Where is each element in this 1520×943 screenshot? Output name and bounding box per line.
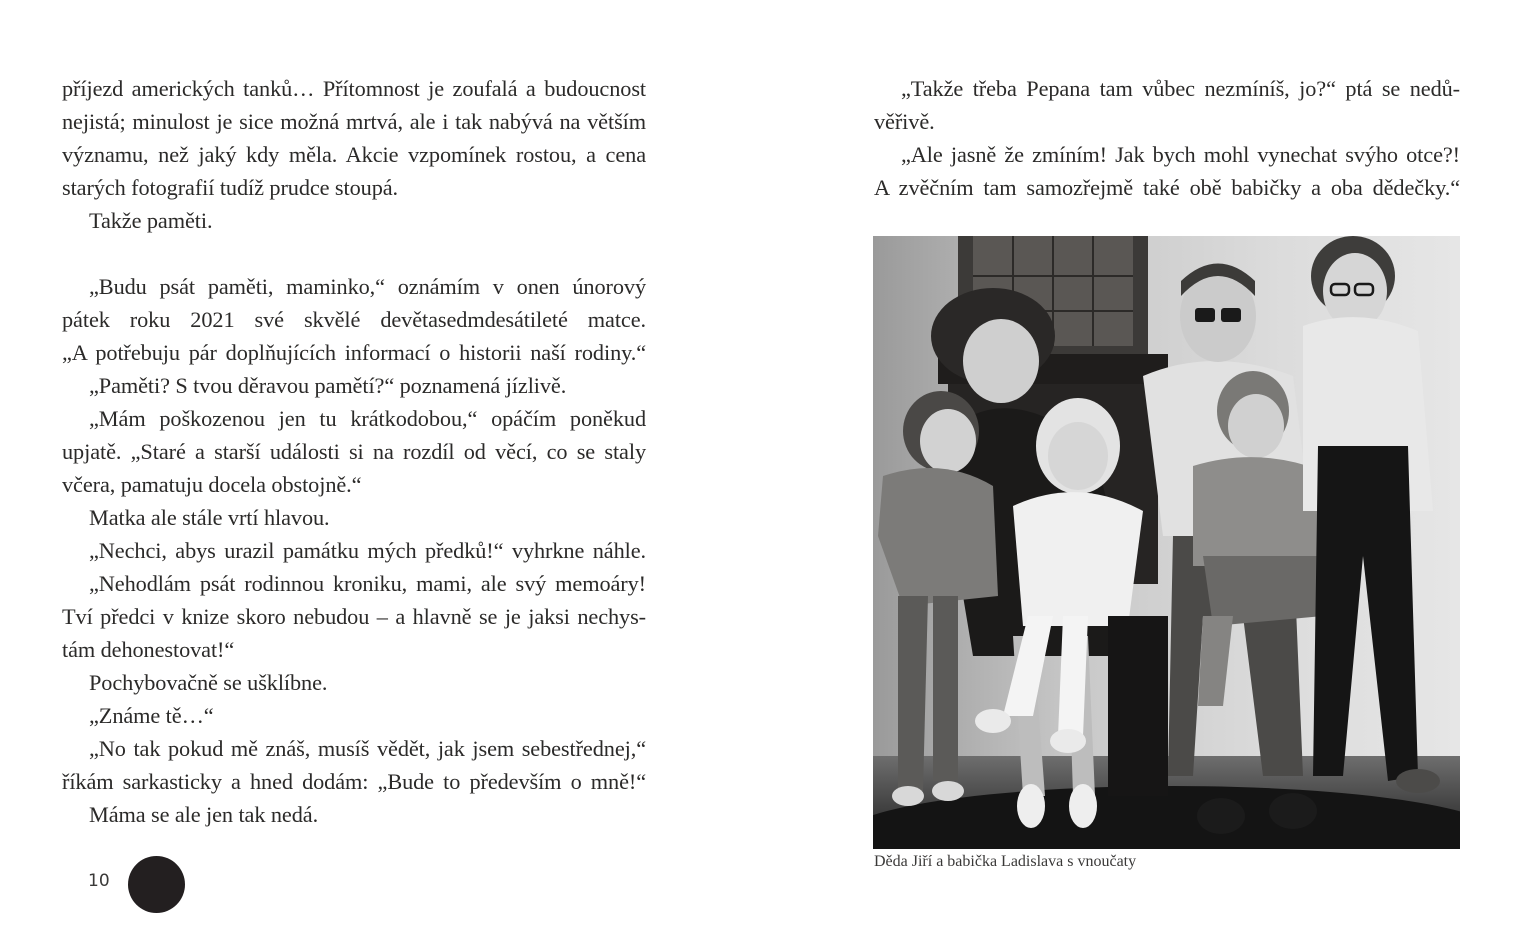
text-line: „Nehodlám psát rodinnou kroniku, mami, ale svý memoáry!: [89, 571, 646, 596]
text-line: Matka ale stále vrtí hlavou.: [89, 505, 330, 530]
text-line: Tví předci v knize skoro nebudou – a hlavně se je jaksi nechys-: [62, 604, 646, 629]
text-line: A zvěčním tam samozřejmě také obě babičky a oba dědečky.“: [874, 175, 1460, 200]
left-page-body-text: [62, 72, 646, 831]
text-line: „Mám poškozenou jen tu krátkodobou,“ opáčím poněkud: [89, 406, 646, 431]
text-line: tám dehonestovat!“: [62, 637, 235, 662]
text-line: „Paměti? S tvou děravou pamětí?“ poznamená jízlivě.: [89, 373, 567, 398]
text-line: věřivě.: [874, 109, 935, 134]
text-line: příjezd amerických tanků… Přítomnost je zoufalá a budoucnost: [62, 76, 646, 101]
text-line: „Takže třeba Pepana tam vůbec nezmíníš, jo?“ ptá se nedů-: [901, 76, 1460, 101]
text-line: říkám sarkasticky a hned dodám: „Bude to především o mně!“: [62, 769, 646, 794]
right-page-body-text: [874, 72, 1460, 204]
text-line: upjatě. „Staré a starší události si na rozdíl od věcí, co se staly: [62, 439, 646, 464]
photo-caption: Děda Jiří a babička Ladislava s vnoučaty: [874, 853, 1137, 870]
text-line: významu, než jaký kdy měla. Akcie vzpomínek rostou, a cena: [62, 142, 646, 167]
text-line: Pochybovačně se ušklíbne.: [89, 670, 328, 695]
text-line: pátek roku 2021 své skvělé devětasedmdesátileté matce.: [62, 307, 646, 332]
right-page: [760, 0, 1520, 943]
family-photo: [873, 236, 1460, 849]
text-line: „No tak pokud mě znáš, musíš vědět, jak jsem sebestřednej,“: [89, 736, 646, 761]
text-line: „A potřebuju pár doplňujících informací o historii naší rodiny.“: [62, 340, 646, 365]
text-line: „Ale jasně že zmíním! Jak bych mohl vynechat svýho otce?!: [901, 142, 1460, 167]
text-line: Máma se ale jen tak nedá.: [89, 802, 319, 827]
section-break: [62, 237, 646, 270]
text-line: „Budu psát paměti, maminko,“ oznámím v onen únorový: [89, 274, 646, 299]
text-line: starých fotografií tudíž prudce stoupá.: [62, 175, 399, 200]
text-line: Takže paměti.: [89, 208, 213, 233]
page-number: 10: [88, 871, 110, 891]
text-line: nejistá; minulost je sice možná mrtvá, ale i tak nabývá na větším: [62, 109, 646, 134]
text-line: „Známe tě…“: [89, 703, 214, 728]
text-line: včera, pamatuju docela obstojně.“: [62, 472, 362, 497]
text-line: „Nechci, abys urazil památku mých předků!“ vyhrkne náhle.: [89, 538, 646, 563]
page-number-dot-ornament: [128, 856, 185, 913]
